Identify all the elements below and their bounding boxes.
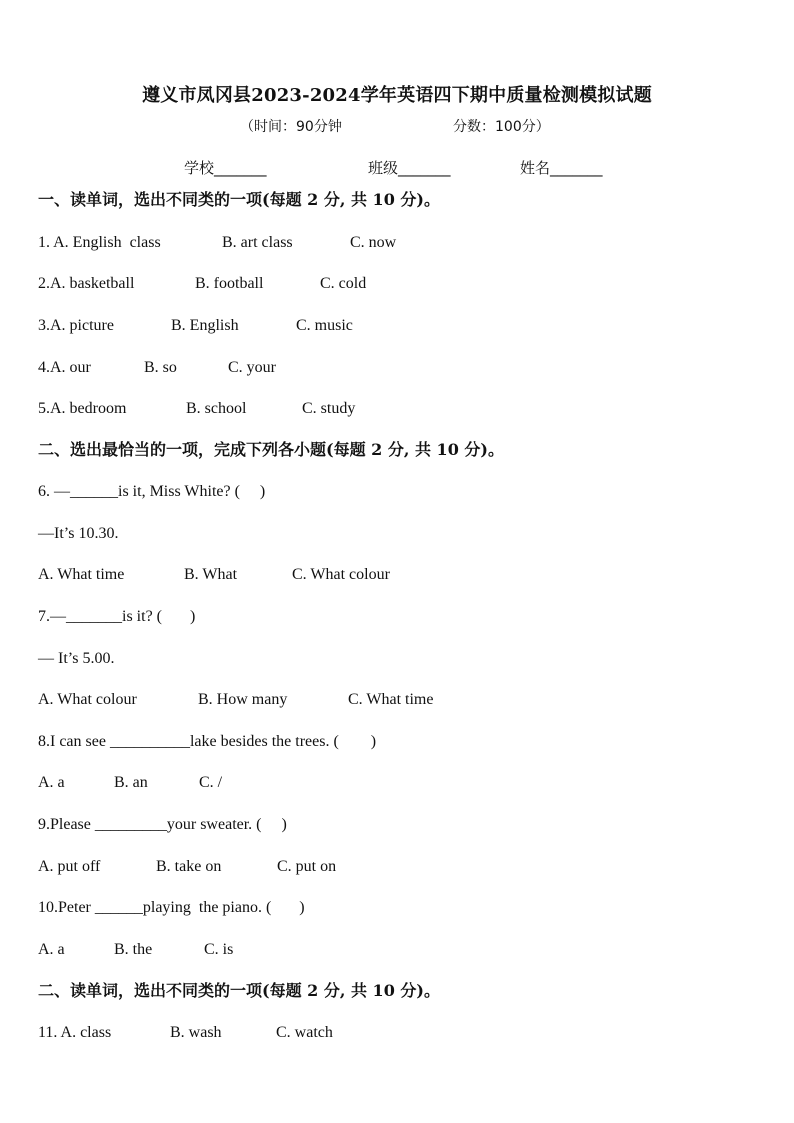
option-a: A. What time (38, 566, 125, 583)
section-heading-1: 一、读单词，选出不同类的一项(每题 2 分, 共 10 分)。 (38, 190, 440, 209)
question-stem: 10.Peter ______playing the piano. ( ) (38, 899, 305, 916)
option-b: B. school (186, 400, 247, 417)
option-a: A. put off (38, 858, 101, 875)
option-b: B. the (114, 941, 153, 958)
exam-score: 分数：100分） (453, 119, 550, 135)
question-stem: 9.Please _________your sweater. ( ) (38, 816, 287, 833)
option-b: B. take on (156, 858, 222, 875)
option-b: B. What (184, 566, 238, 583)
option-a: A. a (38, 774, 65, 791)
option-a: 3.A. picture (38, 317, 114, 334)
option-b: B. art class (222, 234, 293, 251)
section-heading-2: 二、选出最恰当的一项，完成下列各小题(每题 2 分, 共 10 分)。 (38, 440, 504, 459)
option-b: B. football (195, 275, 264, 292)
class-field: 班级_______ (368, 159, 451, 177)
dialogue-answer: — It’s 5.00. (38, 650, 115, 667)
option-c: C. What time (348, 691, 434, 708)
question-stem: 6. —______is it, Miss White? ( ) (38, 483, 266, 500)
option-a: 1. A. English class (38, 234, 161, 251)
option-c: C. music (296, 317, 353, 334)
dialogue-answer: —It’s 10.30. (38, 525, 119, 542)
question-stem: 8.I can see __________lake besides the trees. ( ) (38, 733, 377, 750)
option-a: 4.A. our (38, 359, 91, 376)
question-stem: 7.—_______is it? ( ) (38, 608, 196, 625)
exam-time: （时间：90分钟 (240, 119, 342, 135)
name-field: 姓名_______ (520, 159, 603, 177)
option-c: C. your (228, 359, 276, 376)
option-b: B. English (171, 317, 239, 334)
option-c: C. put on (277, 858, 337, 875)
school-field: 学校_______ (184, 159, 267, 177)
option-a: 11. A. class (38, 1024, 112, 1041)
option-c: C. / (199, 774, 223, 791)
option-a: 5.A. bedroom (38, 400, 127, 417)
option-c: C. cold (320, 275, 367, 292)
option-c: C. watch (276, 1024, 333, 1041)
option-b: B. How many (198, 691, 288, 708)
option-a: A. a (38, 941, 65, 958)
option-a: 2.A. basketball (38, 275, 135, 292)
option-c: C. now (350, 234, 397, 251)
page-title: 遵义市凤冈县2023-2024学年英语四下期中质量检测模拟试题 (142, 85, 652, 106)
option-b: B. so (144, 359, 177, 376)
section-heading-3: 二、读单词，选出不同类的一项(每题 2 分, 共 10 分)。 (38, 981, 440, 1000)
option-b: B. wash (170, 1024, 222, 1041)
option-c: C. study (302, 400, 356, 417)
option-b: B. an (114, 774, 148, 791)
option-c: C. is (204, 941, 234, 958)
option-c: C. What colour (292, 566, 390, 583)
option-a: A. What colour (38, 691, 137, 708)
